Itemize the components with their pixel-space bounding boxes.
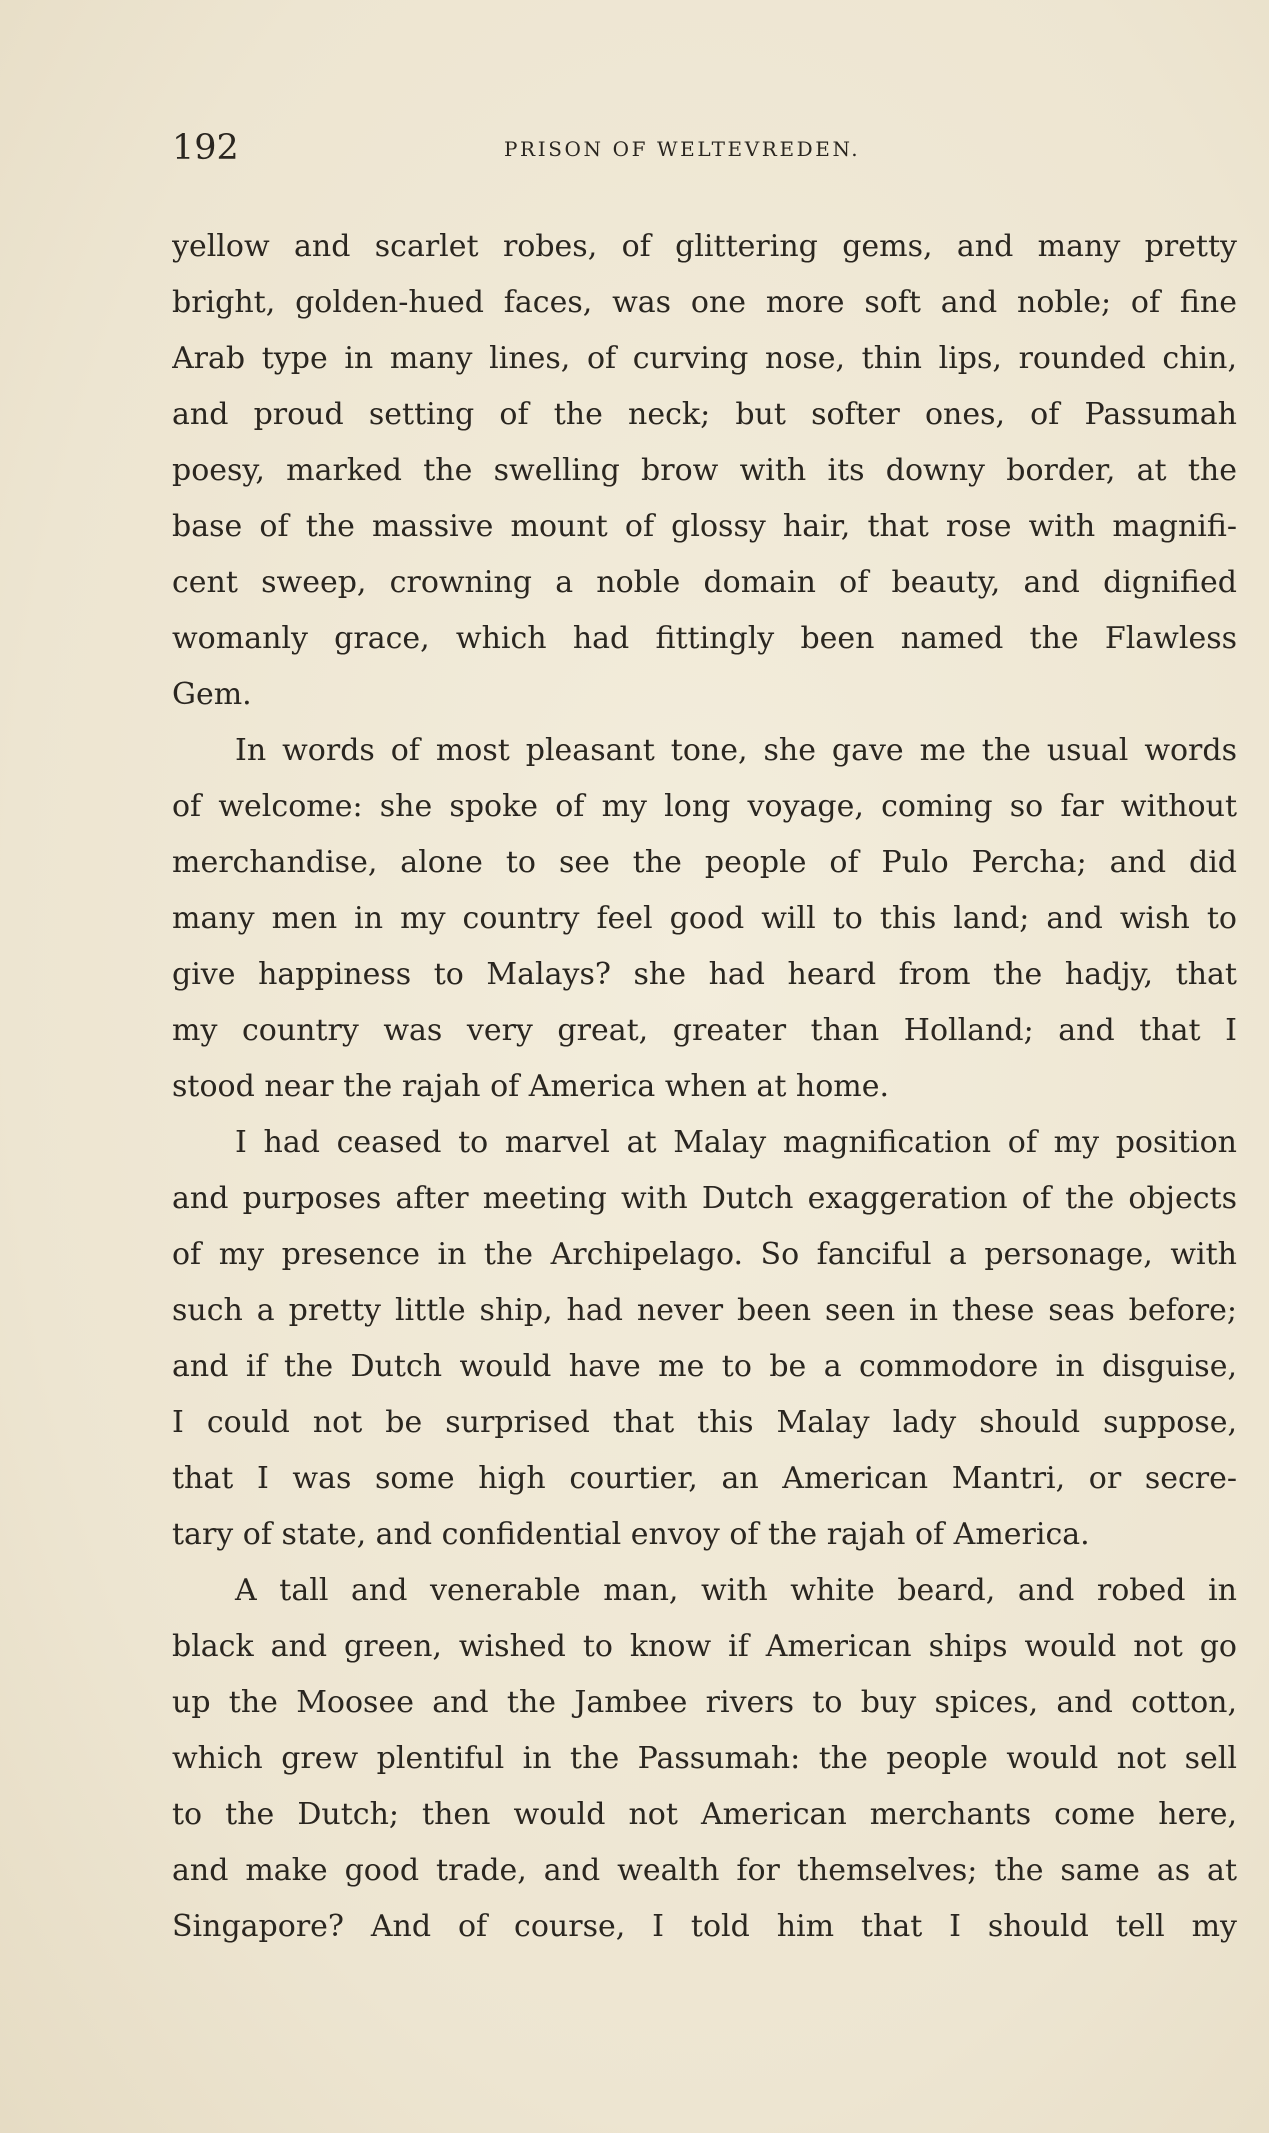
text-line: cent sweep, crowning a noble domain of beauty, and dignified [172,565,1237,600]
text-line: A tall and venerable man, with white beard, and robed in [235,1573,1237,1608]
text-line: base of the massive mount of glossy hair, that rose with magnifi- [172,509,1237,544]
text-line: Singapore? And of course, I told him that I should tell my [172,1909,1237,1944]
text-line: black and green, wished to know if American ships would not go [172,1629,1237,1664]
paragraph [172,723,1237,1115]
text-line: up the Moosee and the Jambee rivers to buy spices, and cotton, [172,1685,1237,1720]
text-line: such a pretty little ship, had never been seen in these seas before; [172,1293,1237,1328]
text-line: merchandise, alone to see the people of Pulo Percha; and did [172,845,1237,880]
text-line: which grew plentiful in the Passumah: the people would not sell [172,1741,1237,1776]
text-line: give happiness to Malays? she had heard from the hadjy, that [172,957,1237,992]
running-title: PRISON OF WELTEVREDEN. [504,137,861,161]
text-line: to the Dutch; then would not American merchants come here, [172,1797,1237,1832]
text-line: yellow and scarlet robes, of glittering gems, and many pretty [172,229,1237,264]
text-line: Gem. [172,677,252,712]
paragraph [172,1115,1237,1563]
text-line: Arab type in many lines, of curving nose, thin lips, rounded chin, [172,341,1237,376]
text-line: and make good trade, and wealth for themselves; the same as at [172,1853,1237,1888]
text-line: I had ceased to marvel at Malay magnification of my position [235,1125,1237,1160]
running-head [172,128,1232,168]
text-line: of welcome: she spoke of my long voyage, coming so far without [172,789,1237,824]
text-line: stood near the rajah of America when at home. [172,1069,890,1104]
text-line: and if the Dutch would have me to be a commodore in disguise, [172,1349,1237,1384]
text-line: many men in my country feel good will to this land; and wish to [172,901,1237,936]
text-line: of my presence in the Archipelago. So fanciful a personage, with [172,1237,1237,1272]
text-line: womanly grace, which had fittingly been named the Flawless [172,621,1237,656]
text-line: bright, golden-hued faces, was one more soft and noble; of fine [172,285,1237,320]
text-line: and proud setting of the neck; but softer ones, of Passumah [172,397,1237,432]
text-line: and purposes after meeting with Dutch exaggeration of the objects [172,1181,1237,1216]
paragraph [172,1563,1237,1955]
text-line: that I was some high courtier, an American Mantri, or secre- [172,1461,1237,1496]
paragraph [172,219,1237,723]
text-line: poesy, marked the swelling brow with its downy border, at the [172,453,1237,488]
text-line: my country was very great, greater than Holland; and that I [172,1013,1237,1048]
page-number: 192 [172,128,239,168]
body-text [172,219,1237,1955]
text-line: tary of state, and confidential envoy of the rajah of America. [172,1517,1090,1552]
text-line: I could not be surprised that this Malay lady should suppose, [172,1405,1237,1440]
text-line: In words of most pleasant tone, she gave me the usual words [235,733,1237,768]
